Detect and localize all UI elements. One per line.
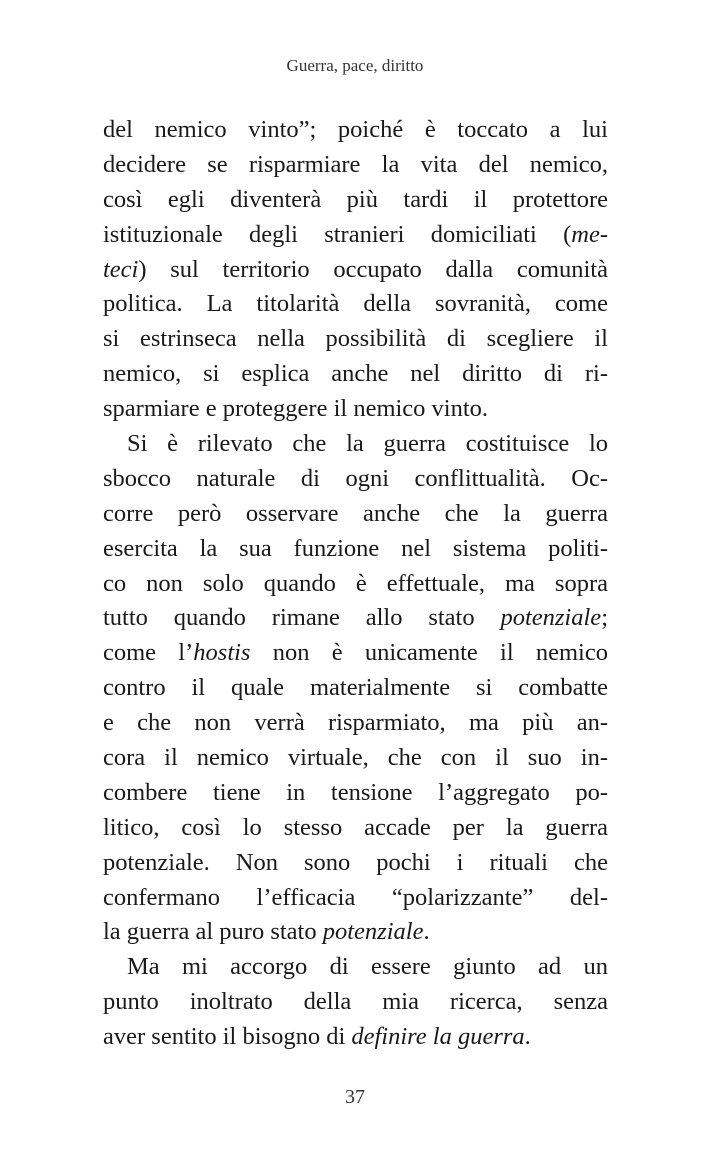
text-segment: esercita la sua funzione nel sistema politi- [103, 534, 608, 562]
text-segment: . [423, 918, 430, 946]
text-segment: ) sul territorio occupato dalla comunità [138, 255, 608, 283]
text-segment: combere tiene in tensione l’aggregato po- [103, 778, 608, 806]
text-line [103, 287, 608, 322]
italic-text: definire la guerra [351, 1023, 525, 1051]
page-number: 37 [345, 1086, 365, 1108]
text-segment: la guerra al puro stato [103, 918, 323, 946]
text-segment: tutto quando rimane allo stato [103, 604, 501, 632]
body-text [103, 113, 608, 1055]
text-line [103, 636, 608, 671]
text-segment: sbocco naturale di ogni conflittualità. Oc- [103, 464, 608, 492]
text-segment: non è unicamente il nemico [250, 639, 608, 667]
text-line [103, 462, 608, 497]
text-segment: sparmiare e proteggere il nemico vinto. [103, 395, 489, 423]
italic-text: hostis [193, 639, 251, 667]
text-line [103, 113, 608, 148]
text-segment: politica. La titolarità della sovranità, come [103, 290, 608, 318]
text-line [103, 811, 608, 846]
text-line [103, 950, 608, 985]
text-segment: litico, così lo stesso accade per la guerra [103, 813, 608, 841]
text-line [103, 532, 608, 567]
text-segment: corre però osservare anche che la guerra [103, 499, 608, 527]
text-line [103, 985, 608, 1020]
text-segment: punto inoltrato della mia ricerca, senza [103, 988, 608, 1016]
italic-text: potenziale [322, 918, 424, 946]
text-segment: come l’ [103, 639, 194, 667]
text-line [103, 253, 608, 288]
text-segment: Si è rilevato che la guerra costituisce lo [127, 430, 608, 458]
text-line [103, 776, 608, 811]
text-line [103, 846, 608, 881]
text-line [103, 497, 608, 532]
text-line [103, 915, 608, 950]
text-line [103, 392, 608, 427]
text-line [103, 148, 608, 183]
text-segment: istituzionale degli stranieri domiciliati ( [103, 220, 572, 248]
text-segment: Ma mi accorgo di essere giunto ad un [127, 953, 608, 981]
text-segment: cora il nemico virtuale, che con il suo in- [103, 744, 608, 772]
text-line [103, 183, 608, 218]
text-segment: nemico, si esplica anche nel diritto di ri- [103, 360, 608, 388]
text-segment: confermano l’efficacia “polarizzante” del- [103, 883, 608, 911]
text-line [103, 567, 608, 602]
italic-text: me- [571, 220, 608, 248]
italic-text: teci [103, 255, 139, 283]
text-segment: co non solo quando è effettuale, ma sopra [103, 569, 608, 597]
text-segment: contro il quale materialmente si combatte [103, 674, 608, 702]
text-line [103, 218, 608, 253]
text-line [103, 671, 608, 706]
text-line [103, 427, 608, 462]
text-segment: potenziale. Non sono pochi i rituali che [103, 848, 608, 876]
text-line [103, 741, 608, 776]
text-segment: decidere se risparmiare la vita del nemico, [103, 150, 608, 178]
text-segment: si estrinseca nella possibilità di scegliere il [103, 325, 608, 353]
text-segment: . [524, 1023, 531, 1051]
text-segment: e che non verrà risparmiato, ma più an- [103, 709, 608, 737]
running-header: Guerra, pace, diritto [286, 56, 424, 75]
text-line [103, 357, 608, 392]
italic-text: potenziale [500, 604, 602, 632]
text-line [103, 1020, 608, 1055]
text-line [103, 881, 608, 916]
text-line [103, 601, 608, 636]
text-segment: ; [601, 604, 608, 632]
text-segment: così egli diventerà più tardi il protettore [103, 185, 608, 213]
text-segment: del nemico vinto”; poiché è toccato a lui [103, 116, 608, 143]
text-line [103, 706, 608, 741]
text-segment: aver sentito il bisogno di [103, 1023, 352, 1051]
text-line [103, 322, 608, 357]
